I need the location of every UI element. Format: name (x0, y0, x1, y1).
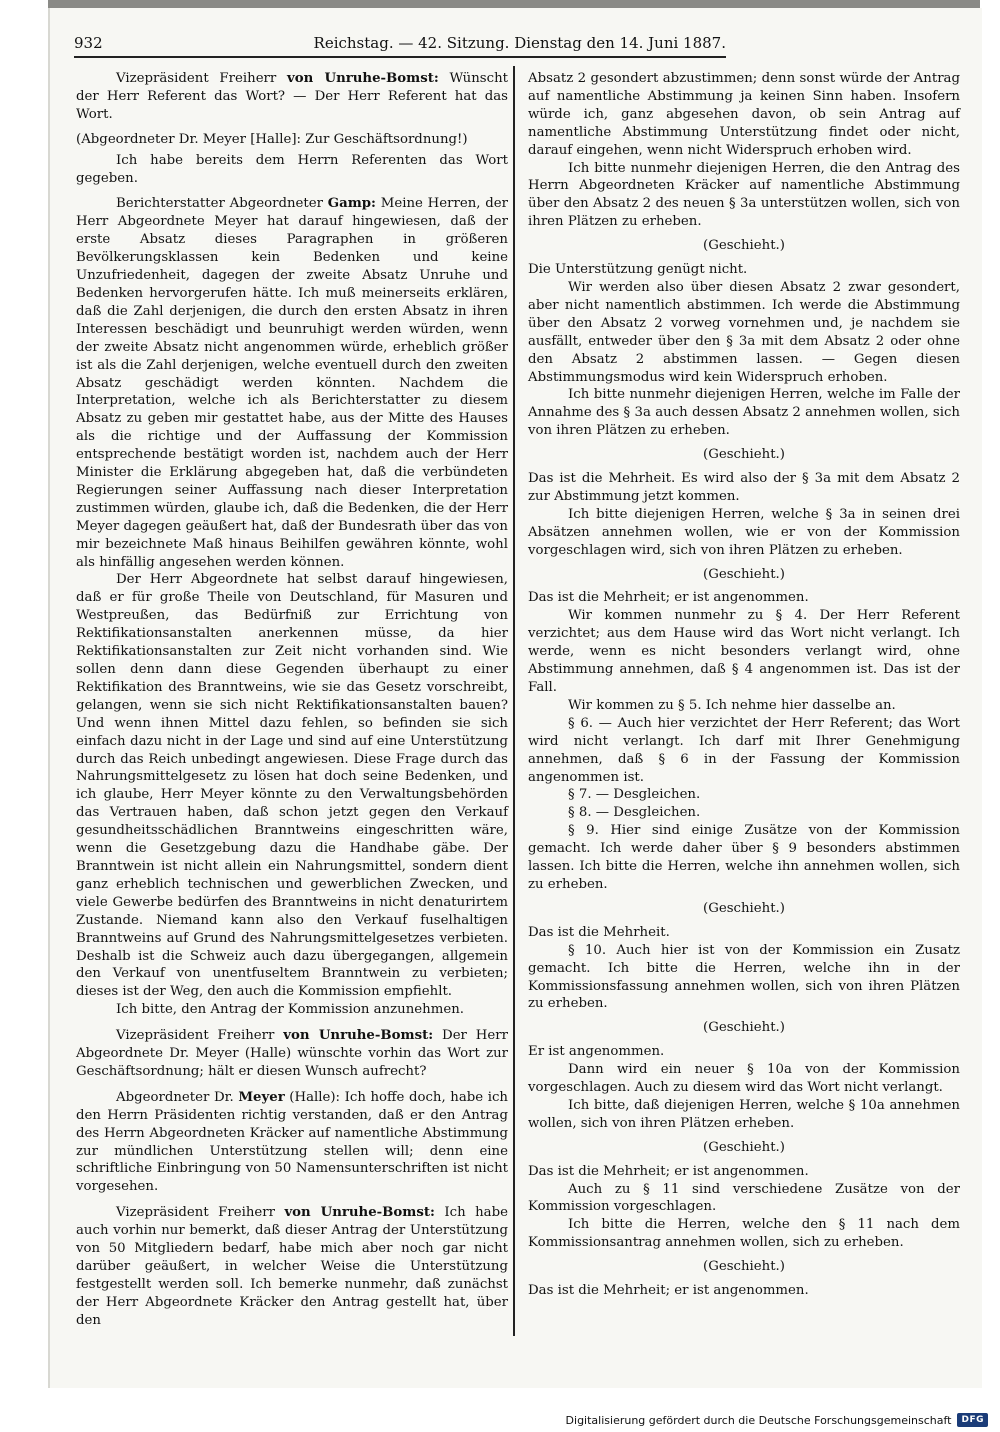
paragraph-text: § 10. Auch hier ist von der Kommission ein Zusatz gemacht. Ich bitte die Herren, welche ihn in der Kommissionsfassung annehmen wollen, sich von ihren Plätzen zu erheben. (528, 942, 960, 1012)
stage-direction-text: (Geschieht.) (703, 238, 785, 254)
stage-direction (528, 1019, 960, 1037)
stage-direction-text: (Geschieht.) (703, 1259, 785, 1275)
paragraph (528, 70, 960, 160)
paragraph-text: Ich bitte nunmehr diejenigen Herren, die den Antrag des Herrn Abgeordneten Kräcker auf namentliche Abstimmung über den Absatz 2 des neuen § 3a unterstützen wollen, sich von ihren Plätzen zu erheben. (528, 160, 960, 230)
paragraph-text: § 9. Hier sind einige Zusätze von der Kommission gemacht. Ich werde daher über § 9 besonders abstimmen lassen. Ich bitte die Herren, welche ihn annehmen wollen, sich zu erheben. (528, 823, 960, 892)
stage-direction (528, 566, 960, 584)
stage-direction (528, 900, 960, 918)
footer-credit: Digitalisierung gefördert durch die Deutsche Forschungsgemeinschaft (565, 1413, 952, 1427)
paragraph-text: Vizepräsident Freiherr (116, 1205, 285, 1221)
paragraph-text: Das ist die Mehrheit. (528, 924, 670, 940)
paragraph-text: Ich bitte nunmehr diejenigen Herren, welche im Falle der Annahme des § 3a auch dessen Absatz 2 annehmen wollen, sich von ihren Plätzen zu erheben. (528, 387, 960, 439)
stage-direction-text: (Geschieht.) (703, 566, 785, 582)
paragraph-text: Er ist angenommen. (528, 1044, 665, 1060)
paragraph-text: Vizepräsident Freiherr (116, 1028, 284, 1044)
paragraph (76, 152, 508, 188)
paragraph-text: § 7. — Desgleichen. (568, 787, 701, 803)
paragraph (76, 571, 508, 1001)
paragraph (76, 70, 508, 124)
right-column (528, 70, 960, 1300)
paragraph-text: Auch zu § 11 sind verschiedene Zusätze von der Kommission vorgeschlagen. (528, 1181, 960, 1215)
paragraph (76, 1001, 508, 1019)
paragraph-text: Ich bitte die Herren, welche den § 11 nach dem Kommissionsantrag annehmen wollen, sich zu erheben. (528, 1217, 960, 1251)
stage-direction (528, 1139, 960, 1157)
paragraph (528, 1097, 960, 1133)
paragraph (528, 715, 960, 787)
paragraph-text: Der Herr Abgeordnete hat selbst darauf hingewiesen, daß er für große Theile von Deutschland, für Masuren und Westpreußen, das Bedürfniß zur Errichtung von Rektifikationsanstalten anerkennen müsse, da hier Rektifikationsanstalten zur Zeit nicht vorhanden sind. Wie sollen denn dann diese Gegenden überhaupt zu einer Rektifikation des Branntweins, wie sie das Gesetz vorschreibt, gelangen, wenn sie sich nicht Rektifikationsanstalten bauen? Und wenn ihnen Mittel dazu fehlen, so befinden sie sich einfach dazu nicht in der Lage und sind auf eine Unterstützung durch das Reich unbedingt angewiesen. Diese Frage durch das Nahrungsmittelgesetz zu lösen hat doch seine Bedenken, und ich glaube, Herr Meyer könnte zu den Verwaltungsbehörden das Vertrauen haben, daß schon jetzt gegen den Verkauf gesundheitsschädlichen Branntweins eingeschritten wäre, wenn die Gesetzgebung dazu die Handhabe gäbe. Der Branntwein ist nicht allein ein Nahrungsmittel, sondern dient ganz erheblich technischen und gewerblichen Zwecken, und viele Gewerbe bedürfen des Branntweins in nicht denaturirtem Zustande. Niemand kann also den Verkauf fuselhaltigen Branntweins auf Grund des Nahrungsmittelgesetzes verbieten. Deshalb ist die Schweiz auch dazu übergegangen, allgemein den Verkauf von unentfuseltem Branntwein zu verbieten; dieses ist der Weg, den auch die Kommission empfiehlt. (76, 572, 508, 1000)
paragraph-text: Wünscht der Herr Referent das Wort? — Der Herr Referent hat das Wort. (76, 71, 508, 122)
paragraph (528, 1163, 960, 1181)
paragraph (528, 1061, 960, 1097)
paragraph-text: Das ist die Mehrheit; er ist angenommen. (528, 1163, 809, 1179)
page-header (74, 34, 726, 56)
paragraph (528, 924, 960, 942)
stage-direction-text: (Geschieht.) (703, 447, 785, 463)
paragraph-text: (Halle): Ich hoffe doch, habe ich den Herrn Präsidenten richtig verstanden, daß er den Antrag des Herrn Abgeordneten Kräcker auf namentliche Abstimmung zur mündlichen Unterstützung stellen will; denn eine schriftliche Einbringung von 50 Namensunterschriften ist nicht vorgesehen. (76, 1089, 508, 1195)
paragraph-text: Der Herr Abgeordnete Dr. Meyer (Halle) wünschte vorhin das Wort zur Geschäftsordnung; hält er diesen Wunsch aufrecht? (76, 1028, 508, 1079)
paragraph (528, 589, 960, 607)
paragraph (76, 195, 508, 571)
paragraph-text: Wir werden also über diesen Absatz 2 zwar gesondert, aber nicht namentlich abstimmen. Ich werde die Abstimmung über den Absatz 2 vorweg vornehmen und, je nachdem sie ausfällt, entweder über den § 3a mit dem Absatz 2 oder ohne den Absatz 2 abstimmen lassen. — Gegen diesen Abstimmungsmodus wird kein Widerspruch erhoben. (528, 279, 960, 385)
paragraph (76, 1027, 508, 1081)
paragraph (528, 279, 960, 386)
paragraph (528, 822, 960, 894)
paragraph-text: Das ist die Mehrheit; er ist angenommen. (528, 590, 809, 606)
paragraph (528, 804, 960, 822)
interjection-text: (Abgeordneter Dr. Meyer [Halle]: Zur Geschäftsordnung!) (76, 131, 468, 147)
stage-direction-text: (Geschieht.) (703, 1020, 785, 1036)
interjection (76, 131, 508, 149)
paragraph-text: Meine Herren, der Herr Abgeordnete Meyer hat darauf hingewiesen, daß der erste Absatz dieses Paragraphen in größeren Bevölkerungsklassen kein Bedenken und keine Unzufriedenheit, dagegen der zweite Absatz Unruhe und Bedenken hervorgerufen hätte. Ich muß meinerseits erklären, daß die Zahl derjenigen, die durch den ersten Absatz in ihren Interessen beschädigt und beunruhigt werden würden, wenn der zweite Absatz nicht angenommen würde, erheblich größer ist als die Zahl derjenigen, welche eventuell durch den zweiten Absatz geschädigt werden könnten. Nachdem die Interpretation, welche ich als Berichterstatter zu diesem Absatz zu geben mir gestattet habe, aus der Mitte des Hauses als die richtige und der Auffassung der Kommission entsprechende bestätigt worden ist, nachdem auch der Herr Minister die Erklärung abgegeben hat, daß die verbündeten Regierungen seiner Auffassung nach dieser Interpretation zustimmen würden, glaube ich, daß die Bedenken, die der Herr Meyer dagegen geäußert hat, daß der Bundesrath über das von mir bezeichnete Maß hinaus Beihilfen gewähren könnte, wohl als hinfällig angesehen werden können. (76, 196, 508, 570)
paragraph-text: Vizepräsident Freiherr (116, 71, 288, 86)
page-number: 932 (74, 34, 103, 52)
running-title: Reichstag. — 42. Sitzung. Dienstag den 14. Juni 1887. (313, 34, 726, 52)
column-divider (513, 66, 515, 1336)
paragraph-text: Ich bitte diejenigen Herren, welche § 3a in seinen drei Absätzen annehmen wollen, wie er von der Kommission vorgeschlagen wird, sich von ihren Plätzen zu erheben. (528, 506, 960, 558)
paragraph-text: § 8. — Desgleichen. (568, 805, 701, 821)
stage-direction (528, 1258, 960, 1276)
paragraph (528, 697, 960, 715)
paragraph-text: Ich habe bereits dem Herrn Referenten das Wort gegeben. (76, 152, 508, 186)
paragraph-text: Ich bitte, den Antrag der Kommission anzunehmen. (116, 1002, 465, 1018)
paragraph (76, 1204, 508, 1329)
speaker-name: von Unruhe-Bomst: (287, 71, 439, 86)
header-rule (74, 56, 726, 58)
paragraph (528, 1043, 960, 1061)
paragraph-text: Berichterstatter Abgeordneter (116, 196, 328, 212)
speaker-name: Meyer (238, 1089, 285, 1105)
paragraph (528, 261, 960, 279)
paragraph (528, 160, 960, 232)
paragraph-text: Das ist die Mehrheit. Es wird also der § 3a mit dem Absatz 2 zur Abstimmung jetzt kommen. (528, 471, 960, 504)
stage-direction-text: (Geschieht.) (703, 1139, 785, 1155)
speaker-name: Gamp: (327, 196, 376, 212)
paragraph-text: Die Unterstützung genügt nicht. (528, 262, 748, 278)
dfg-logo-icon: DFG (957, 1413, 988, 1427)
speaker-name: von Unruhe-Bomst: (284, 1205, 435, 1221)
left-column (76, 70, 508, 1330)
paragraph (528, 786, 960, 804)
stage-direction (528, 446, 960, 464)
paragraph (528, 1282, 960, 1300)
speaker-name: von Unruhe-Bomst: (283, 1028, 434, 1044)
paragraph-text: § 6. — Auch hier verzichtet der Herr Referent; das Wort wird nicht verlangt. Ich darf mit Ihrer Genehmigung annehmen, daß § 6 in der Fassung der Kommission angenommen ist. (528, 715, 960, 785)
paragraph (528, 1216, 960, 1252)
stage-direction (528, 237, 960, 255)
paragraph-text: Wir kommen zu § 5. Ich nehme hier dasselbe an. (568, 697, 896, 713)
stage-direction-text: (Geschieht.) (703, 900, 785, 916)
paragraph (528, 470, 960, 506)
paragraph-text: Dann wird ein neuer § 10a von der Kommission vorgeschlagen. Auch zu diesem wird das Wort nicht verlangt. (528, 1062, 960, 1096)
paragraph (528, 386, 960, 440)
paragraph-text: Das ist die Mehrheit; er ist angenommen. (528, 1283, 809, 1299)
paragraph-text: Ich bitte, daß diejenigen Herren, welche § 10a annehmen wollen, sich von ihren Plätzen erheben. (528, 1097, 960, 1131)
footer (566, 1413, 988, 1427)
paragraph-text: Abgeordneter Dr. (116, 1089, 239, 1105)
paragraph-text: Wir kommen nunmehr zu § 4. Der Herr Referent verzichtet; aus dem Hause wird das Wort nicht verlangt. Ich werde, wenn es nicht besonders verlangt wird, ohne Abstimmung annehmen, daß § 4 angenommen ist. Das ist der Fall. (528, 608, 960, 695)
paragraph (528, 607, 960, 697)
paragraph (76, 1089, 508, 1196)
paragraph-text: Ich habe auch vorhin nur bemerkt, daß dieser Antrag der Unterstützung von 50 Mitgliedern bedarf, habe mich aber noch gar nicht darüber geäußert, in welcher Weise die Unterstützung festgestellt werden soll. Ich bemerke nunmehr, daß zunächst der Herr Abgeordnete Kräcker den Antrag gestellt hat, über den (76, 1205, 508, 1328)
paragraph (528, 1181, 960, 1217)
paragraph (528, 942, 960, 1014)
paragraph-text: Absatz 2 gesondert abzustimmen; denn sonst würde der Antrag auf namentliche Abstimmung ja keinen Sinn haben. Insofern würde ich, ganz abgesehen davon, ob sein Antrag auf namentliche Abstimmung Unterstützung findet oder nicht, darauf eingehen, wenn nicht Widerspruch erhoben wird. (528, 71, 960, 158)
paragraph (528, 506, 960, 560)
